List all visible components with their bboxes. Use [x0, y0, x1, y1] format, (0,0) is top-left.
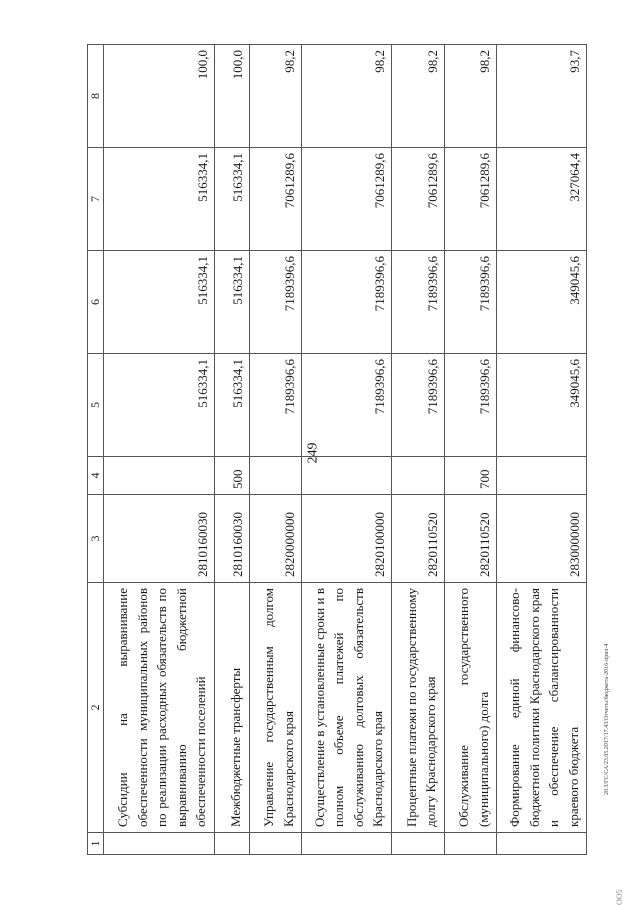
- row-name: Межбюджетные трансферты: [214, 583, 249, 833]
- row-number: [444, 833, 497, 855]
- column-header-2: 2: [88, 583, 104, 833]
- column-header-3: 3: [88, 495, 104, 583]
- row-target-code: 2820110520: [391, 495, 444, 583]
- row-value-5: 516334,1: [214, 354, 249, 457]
- row-value-6: 7189396,6: [444, 251, 497, 354]
- row-value-6: 7189396,6: [302, 251, 392, 354]
- row-target-code: 2820100000: [302, 495, 392, 583]
- page-number: 249: [305, 442, 321, 464]
- budget-table: [87, 44, 587, 855]
- column-header-1: 1: [88, 833, 104, 855]
- row-percent: 100,0: [214, 45, 249, 148]
- row-target-code: 2810160030: [214, 495, 249, 583]
- table-row: [104, 45, 215, 855]
- table-row: [249, 45, 302, 855]
- row-name: Осуществление в установленные сроки и в полном объеме платежей по обслуживанию долговых обязательств Краснодарского края: [302, 583, 392, 833]
- row-value-7: 7061289,6: [249, 148, 302, 251]
- row-expense-type: [391, 457, 444, 495]
- row-value-5: 7189396,6: [391, 354, 444, 457]
- row-percent: 98,2: [391, 45, 444, 148]
- row-number: [497, 833, 587, 855]
- row-target-code: 2810160030: [104, 495, 215, 583]
- row-percent: 98,2: [302, 45, 392, 148]
- row-value-7: 516334,1: [104, 148, 215, 251]
- row-expense-type: 700: [444, 457, 497, 495]
- row-value-5: 7189396,6: [444, 354, 497, 457]
- row-target-code: 2820000000: [249, 495, 302, 583]
- row-value-7: 516334,1: [214, 148, 249, 251]
- row-expense-type: [497, 457, 587, 495]
- row-number: [104, 833, 215, 855]
- row-target-code: 2830000000: [497, 495, 587, 583]
- column-header-5: 5: [88, 354, 104, 457]
- row-value-7: 7061289,6: [444, 148, 497, 251]
- table-row: [391, 45, 444, 855]
- row-value-7: 7061289,6: [391, 148, 444, 251]
- row-value-6: 516334,1: [214, 251, 249, 354]
- row-number: [214, 833, 249, 855]
- budget-table-container: [87, 45, 587, 855]
- row-name: Формирование единой финансово-бюджетной политики Краснодарского края и обеспечение сбалансированности краевого бюджета: [497, 583, 587, 833]
- column-header-6: 6: [88, 251, 104, 354]
- row-name: Обслуживание государственного (муниципального) долга: [444, 583, 497, 833]
- table-row: [214, 45, 249, 855]
- row-value-5: 7189396,6: [302, 354, 392, 457]
- table-row: [302, 45, 392, 855]
- table-row: [497, 45, 587, 855]
- row-value-5: 7189396,6: [249, 354, 302, 457]
- row-percent: 98,2: [444, 45, 497, 148]
- row-expense-type: [249, 457, 302, 495]
- row-expense-type: 500: [214, 457, 249, 495]
- row-value-5: 516334,1: [104, 354, 215, 457]
- row-value-7: 327064,4: [497, 148, 587, 251]
- row-expense-type: [104, 457, 215, 495]
- row-number: [302, 833, 392, 855]
- footer-file-path: 20.3/ГС/СА/23.05.2017/17.43/Отчеты/бюджета-2016-прил-4: [604, 643, 610, 795]
- row-value-6: 7189396,6: [391, 251, 444, 354]
- row-percent: 100,0: [104, 45, 215, 148]
- column-header-7: 7: [88, 148, 104, 251]
- table-header-row: [88, 45, 104, 855]
- row-value-6: 7189396,6: [249, 251, 302, 354]
- corner-mark: ОО5: [615, 889, 624, 905]
- row-target-code: 2820110520: [444, 495, 497, 583]
- row-name: Субсидии на выравнивание обеспеченности муниципальных районов по реализации расходных обязательств по выравниванию бюджетной обеспеченности поселений: [104, 583, 215, 833]
- row-value-6: 349045,6: [497, 251, 587, 354]
- row-expense-type: [302, 457, 392, 495]
- row-value-6: 516334,1: [104, 251, 215, 354]
- table-row: [444, 45, 497, 855]
- row-value-7: 7061289,6: [302, 148, 392, 251]
- row-percent: 93,7: [497, 45, 587, 148]
- row-name: Управление государственным долгом Краснодарского края: [249, 583, 302, 833]
- row-number: [249, 833, 302, 855]
- column-header-4: 4: [88, 457, 104, 495]
- column-header-8: 8: [88, 45, 104, 148]
- row-value-5: 349045,6: [497, 354, 587, 457]
- row-number: [391, 833, 444, 855]
- row-percent: 98,2: [249, 45, 302, 148]
- row-name: Процентные платежи по государственному долгу Краснодарского края: [391, 583, 444, 833]
